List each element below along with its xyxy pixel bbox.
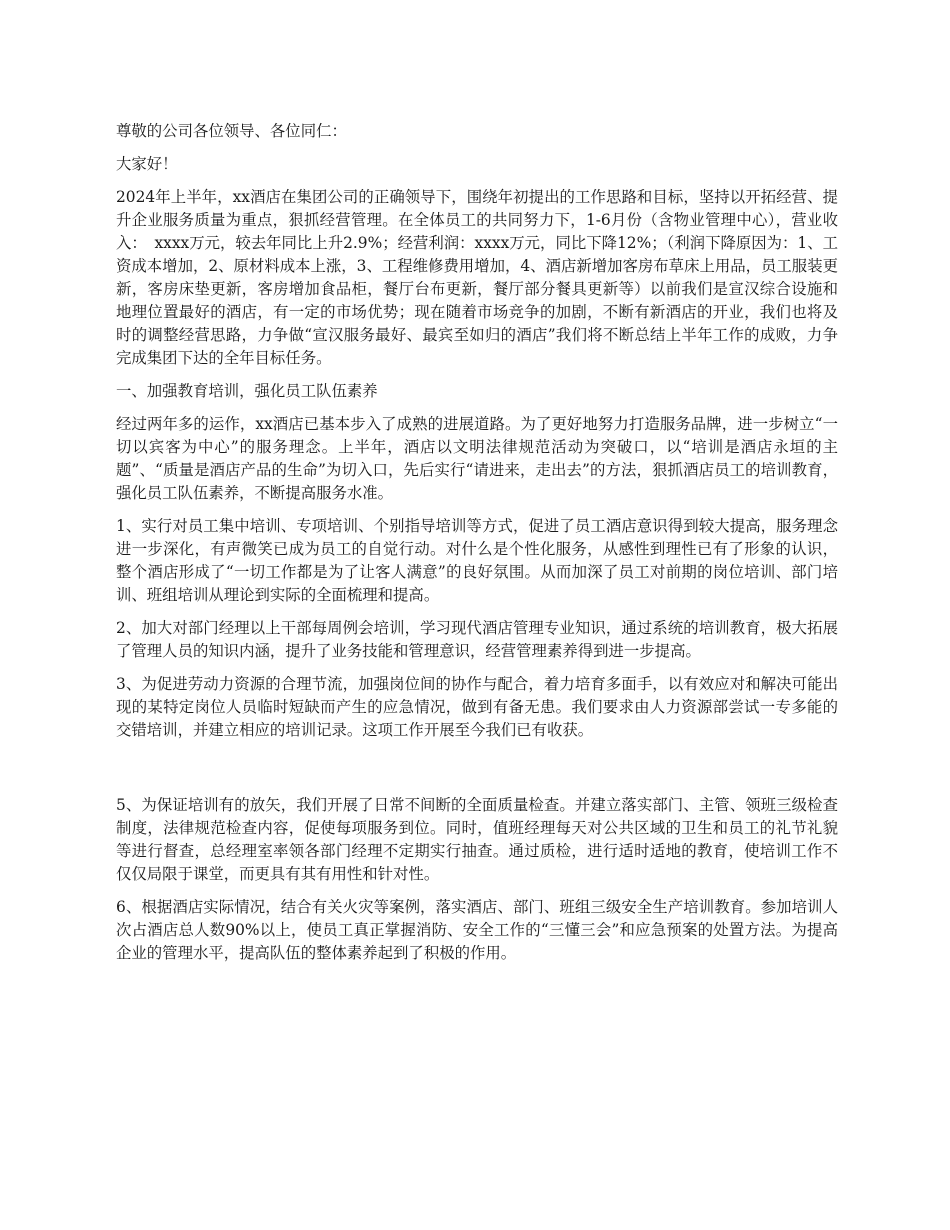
list-item-6: 6、根据酒店实际情况，结合有关火灾等案例，落实酒店、部门、班组三级安全生产培训教育。参加培训人次占酒店总人数90%以上，使员工真正掌握消防、安全工作的“三懂三会”和应急预案的处置方法。为提高企业的管理水平，提高队伍的整体素养起到了积极的作用。 <box>116 898 838 962</box>
blank-spacer <box>116 752 838 794</box>
intro-paragraph: 2024年上半年，xx酒店在集团公司的正确领导下，围绕年初提出的工作思路和目标，坚持以开拓经营、提升企业服务质量为重点，狠抓经营管理。在全体员工的共同努力下，1-6月份（含物业管理中心），营业收入： xxxx万元，较去年同比上升2.9%；经营利润：xxxx万元，同比下降12%；（利润下降原因为：1、工资成本增加，2、原材料成本上涨，3、工程维修费用增加，4、酒店新增加客房布草床上用品，员工服装更新，客房床垫更新，客房增加食品柜，餐厅台布更新，餐厅部分餐具更新等）以前我们是宣汉综合设施和地理位置最好的酒店，有一定的市场优势；现在随着市场竞争的加剧，不断有新酒店的开业，我们也将及时的调整经营思路，力争做“宣汉服务最好、最宾至如归的酒店”我们将不断总结上半年工作的成败，力争完成集团下达的全年目标任务。 <box>116 188 838 367</box>
salutation: 大家好！ <box>116 155 178 173</box>
list-item-3: 3、为促进劳动力资源的合理节流，加强岗位间的协作与配合，着力培育多面手，以有效应对和解决可能出现的某特定岗位人员临时短缺而产生的应急情况，做到有备无患。我们要求由人力资源部尝试一专多能的交错培训，并建立相应的培训记录。这项工作开展至今我们已有收获。 <box>116 675 838 739</box>
section-heading: 一、加强教育培训，强化员工队伍素养 <box>116 382 378 400</box>
greeting: 尊敬的公司各位领导、各位同仁： <box>116 122 347 140</box>
list-item-2: 2、加大对部门经理以上干部每周例会培训，学习现代酒店管理专业知识，通过系统的培训教育，极大拓展了管理人员的知识内涵，提升了业务技能和管理意识，经营管理素养得到进一步提高。 <box>116 619 838 660</box>
section-intro-paragraph: 经过两年多的运作，xx酒店已基本步入了成熟的进展道路。为了更好地努力打造服务品牌，进一步树立“一切以宾客为中心”的服务理念。上半年，酒店以文明法律规范活动为突破口，以“培训是酒店永垣的主题”、“质量是酒店产品的生命”为切入口，先后实行“请进来，走出去”的方法，狠抓酒店员工的培训教育，强化员工队伍素养，不断提高服务水准。 <box>116 415 838 502</box>
list-item-5: 5、为保证培训有的放矢，我们开展了日常不间断的全面质量检查。并建立落实部门、主管、领班三级检查制度，法律规范检查内容，促使每项服务到位。同时，值班经理每天对公共区域的卫生和员工的礼节礼貌等进行督查，总经理室率领各部门经理不定期实行抽查。通过质检，进行适时适地的教育，使培训工作不仅仅局限于课堂，而更具有其有用性和针对性。 <box>116 796 838 883</box>
list-item-1: 1、实行对员工集中培训、专项培训、个别指导培训等方式，促进了员工酒店意识得到较大提高，服务理念进一步深化，有声微笑已成为员工的自觉行动。对什么是个性化服务，从感性到理性已有了形象的认识，整个酒店形成了“一切工作都是为了让客人满意”的良好氛围。从而加深了员工对前期的岗位培训、部门培训、班组培训从理论到实际的全面梳理和提高。 <box>116 517 838 604</box>
document-body <box>116 120 838 975</box>
